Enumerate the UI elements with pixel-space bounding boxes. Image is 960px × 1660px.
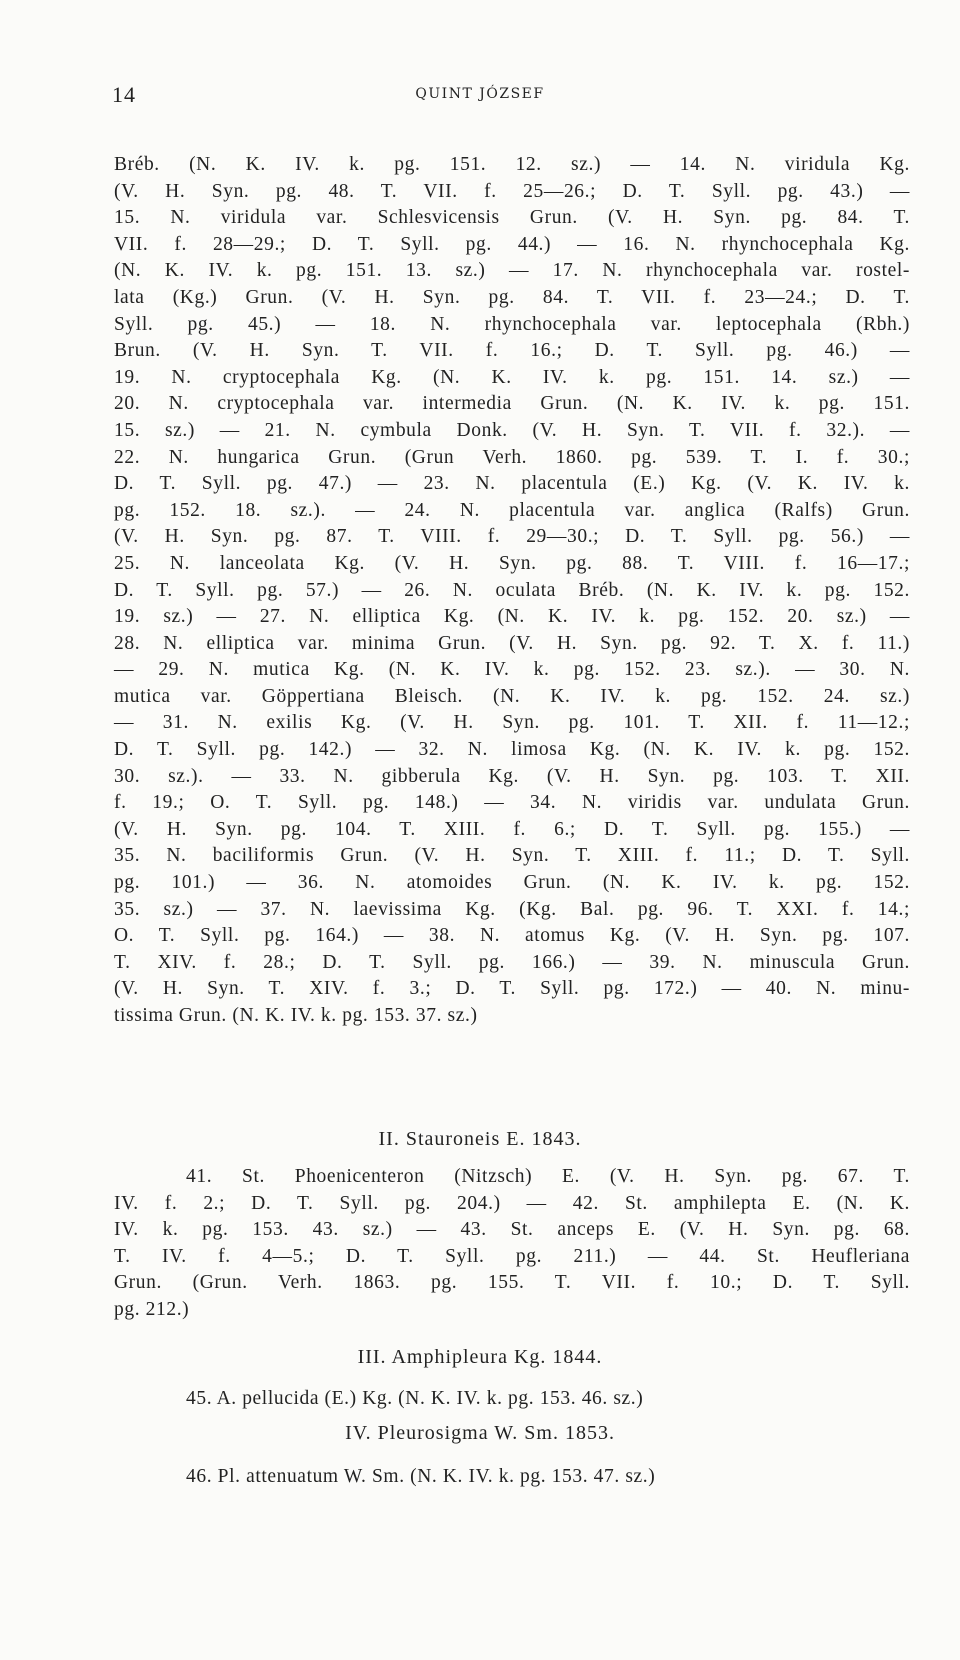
text-line: 19. sz.) — 27. N. elliptica Kg. (N. K. IV. k. pg. 152. 20. sz.) — [114,606,910,628]
text-line: 30. sz.). — 33. N. gibberula Kg. (V. H. Syn. pg. 103. T. XII. [114,765,910,787]
page-number: 14 [112,82,136,107]
text-line: f. 19.; O. T. Syll. pg. 148.) — 34. N. viridis var. undulata Grun. [114,792,910,814]
text-line: Syll. pg. 45.) — 18. N. rhynchocephala var. leptocephala (Rbh.) [114,313,910,335]
text-line: (V. H. Syn. T. XIV. f. 3.; D. T. Syll. pg. 172.) — 40. N. minu- [114,978,910,1000]
page-header [0,82,960,112]
text-line: D. T. Syll. pg. 142.) — 32. N. limosa Kg. (N. K. IV. k. pg. 152. [114,739,910,761]
text-line: VII. f. 28—29.; D. T. Syll. pg. 44.) — 16. N. rhynchocephala Kg. [114,233,910,255]
text-line: 22. N. hungarica Grun. (Grun Verh. 1860. pg. 539. T. I. f. 30.; [114,446,910,468]
section-heading-amphipleura: III. Amphipleura Kg. 1844. [357,1346,603,1368]
text-line: (V. H. Syn. pg. 87. T. VIII. f. 29—30.; D. T. Syll. pg. 56.) — [114,526,910,548]
section-heading-stauroneis: II. Stauroneis E. 1843. [378,1128,582,1150]
text-line: 25. N. lanceolata Kg. (V. H. Syn. pg. 88. T. VIII. f. 16—17.; [114,552,910,574]
text-line: Brun. (V. H. Syn. T. VII. f. 16.; D. T. Syll. pg. 46.) — [114,340,910,362]
text-line: D. T. Syll. pg. 47.) — 23. N. placentula (E.) Kg. (V. K. IV. k. [114,473,910,495]
text-line: 35. sz.) — 37. N. laevissima Kg. (Kg. Bal. pg. 96. T. XXI. f. 14.; [114,898,910,920]
species-list-block [114,152,910,1030]
text-line: 45. A. pellucida (E.) Kg. (N. K. IV. k. pg. 153. 46. sz.) [186,1388,644,1409]
text-line: Grun. (Grun. Verh. 1863. pg. 155. T. VII. f. 10.; D. T. Syll. [114,1272,910,1294]
pleurosigma-block [114,1464,910,1491]
text-line: 15. N. viridula var. Schlesvicensis Grun. (V. H. Syn. pg. 84. T. [114,207,910,229]
text-line: Bréb. (N. K. IV. k. pg. 151. 12. sz.) — 14. N. viridula Kg. [114,154,910,175]
text-line: (V. H. Syn. pg. 48. T. VII. f. 25—26.; D. T. Syll. pg. 43.) — [114,180,910,202]
text-line: IV. k. pg. 153. 43. sz.) — 43. St. anceps E. (V. H. Syn. pg. 68. [114,1219,910,1241]
text-line: 28. N. elliptica var. minima Grun. (V. H. Syn. pg. 92. T. X. f. 11.) [114,632,910,654]
text-line: mutica var. Göppertiana Bleisch. (N. K. IV. k. pg. 152. 24. sz.) [114,685,910,707]
text-line: tissima Grun. (N. K. IV. k. pg. 153. 37. sz.) [114,1005,478,1026]
text-line: (V. H. Syn. pg. 104. T. XIII. f. 6.; D. T. Syll. pg. 155.) — [114,818,910,840]
text-line: 20. N. cryptocephala var. intermedia Grun. (N. K. IV. k. pg. 151. [114,393,910,415]
text-line: — 31. N. exilis Kg. (V. H. Syn. pg. 101. T. XII. f. 11—12.; [114,712,910,734]
stauroneis-block [114,1164,910,1324]
text-line: D. T. Syll. pg. 57.) — 26. N. oculata Bréb. (N. K. IV. k. pg. 152. [114,579,910,601]
amphipleura-block [114,1386,910,1413]
text-line: (N. K. IV. k. pg. 151. 13. sz.) — 17. N. rhynchocephala var. rostel- [114,260,910,282]
text-line: 15. sz.) — 21. N. cymbula Donk. (V. H. Syn. T. VII. f. 32.). — [114,419,910,441]
text-line: — 29. N. mutica Kg. (N. K. IV. k. pg. 152. 23. sz.). — 30. N. [114,659,910,681]
text-line: pg. 212.) [114,1298,190,1320]
text-line: 46. Pl. attenuatum W. Sm. (N. K. IV. k. pg. 153. 47. sz.) [186,1466,656,1487]
text-line: 35. N. baciliformis Grun. (V. H. Syn. T. XIII. f. 11.; D. T. Syll. [114,845,910,867]
section-heading-pleurosigma: IV. Pleurosigma W. Sm. 1853. [345,1422,615,1444]
running-head: QUINT JÓZSEF [415,86,545,102]
text-line: 41. St. Phoenicenteron (Nitzsch) E. (V. H. Syn. pg. 67. T. [186,1166,910,1187]
text-line: 19. N. cryptocephala Kg. (N. K. IV. k. pg. 151. 14. sz.) — [114,366,910,388]
text-line: O. T. Syll. pg. 164.) — 38. N. atomus Kg. (V. H. Syn. pg. 107. [114,925,910,947]
text-line: pg. 152. 18. sz.). — 24. N. placentula var. anglica (Ralfs) Grun. [114,499,910,521]
text-line: lata (Kg.) Grun. (V. H. Syn. pg. 84. T. VII. f. 23—24.; D. T. [114,286,910,308]
text-line: T. XIV. f. 28.; D. T. Syll. pg. 166.) — 39. N. minuscula Grun. [114,951,910,973]
text-line: T. IV. f. 4—5.; D. T. Syll. pg. 211.) — 44. St. Heufleriana [114,1245,910,1267]
text-line: IV. f. 2.; D. T. Syll. pg. 204.) — 42. St. amphilepta E. (N. K. [114,1192,910,1214]
text-line: pg. 101.) — 36. N. atomoides Grun. (N. K. IV. k. pg. 152. [114,872,910,894]
